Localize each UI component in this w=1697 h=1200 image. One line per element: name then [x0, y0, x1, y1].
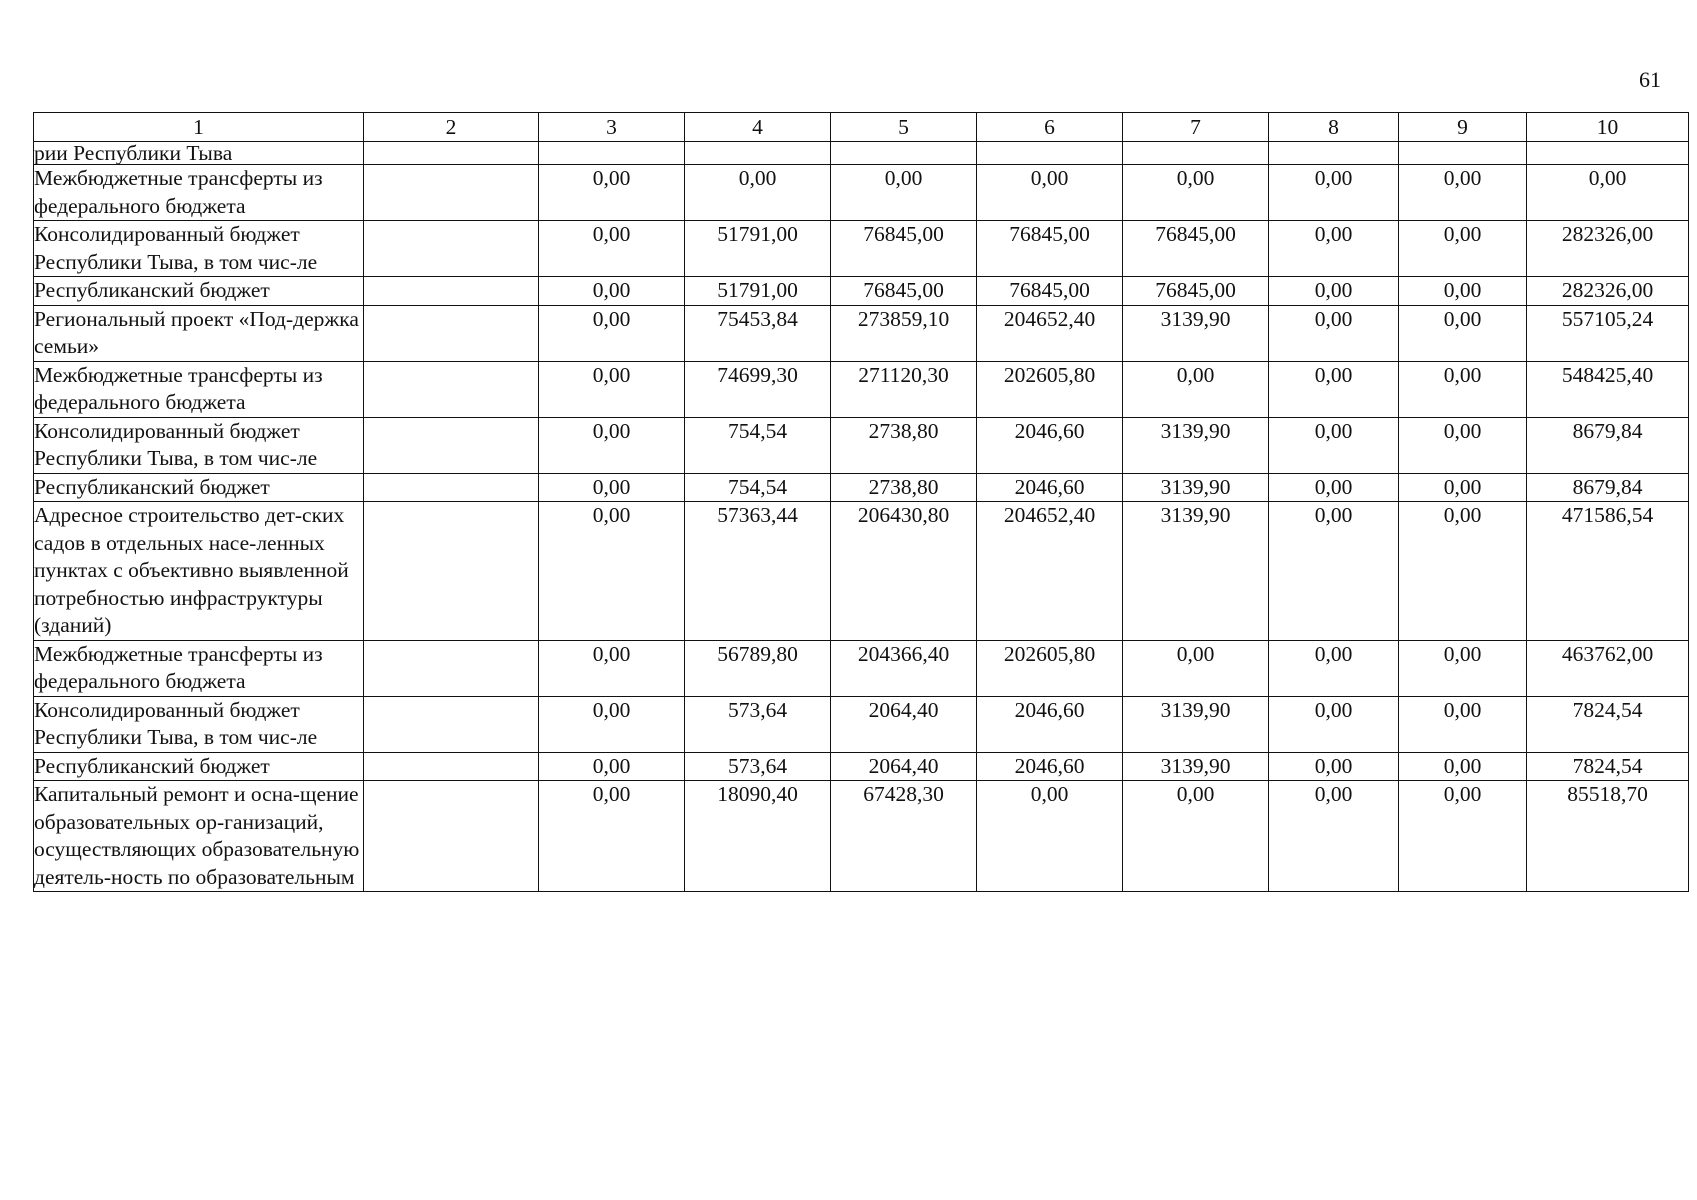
cell-col2: [364, 417, 539, 473]
cell-value: 204652,40: [977, 305, 1123, 361]
cell-value: 8679,84: [1527, 473, 1689, 502]
cell-value: 0,00: [539, 752, 685, 781]
cell-col2: [364, 221, 539, 277]
cell-value: 0,00: [831, 165, 977, 221]
cell-col2: [364, 696, 539, 752]
table-row: [34, 502, 1689, 641]
cell-value: [539, 142, 685, 165]
cell-value: 0,00: [1399, 752, 1527, 781]
column-header: 6: [977, 113, 1123, 142]
cell-value: 0,00: [685, 165, 831, 221]
table-body: [34, 142, 1689, 892]
cell-value: 0,00: [1399, 221, 1527, 277]
row-name: Консолидированный бюджет Республики Тыва, в том чис-ле: [34, 417, 364, 473]
cell-value: 2046,60: [977, 417, 1123, 473]
cell-value: 0,00: [1399, 473, 1527, 502]
table-row: [34, 752, 1689, 781]
cell-value: 2064,40: [831, 696, 977, 752]
column-header: 2: [364, 113, 539, 142]
cell-value: 0,00: [1269, 417, 1399, 473]
table-row: [34, 696, 1689, 752]
column-header: 10: [1527, 113, 1689, 142]
table-row: [34, 277, 1689, 306]
cell-value: [1399, 142, 1527, 165]
cell-value: 51791,00: [685, 277, 831, 306]
table-row: [34, 142, 1689, 165]
cell-value: 557105,24: [1527, 305, 1689, 361]
cell-value: 76845,00: [1123, 221, 1269, 277]
table-row: [34, 305, 1689, 361]
cell-value: 0,00: [539, 417, 685, 473]
budget-table: [33, 112, 1689, 892]
cell-value: 74699,30: [685, 361, 831, 417]
cell-value: 206430,80: [831, 502, 977, 641]
cell-value: 273859,10: [831, 305, 977, 361]
header-row: [34, 113, 1689, 142]
row-name: Консолидированный бюджет Республики Тыва, в том чис-ле: [34, 221, 364, 277]
cell-value: 2046,60: [977, 473, 1123, 502]
cell-value: 202605,80: [977, 640, 1123, 696]
cell-col2: [364, 165, 539, 221]
cell-value: 271120,30: [831, 361, 977, 417]
cell-value: 3139,90: [1123, 502, 1269, 641]
cell-value: 0,00: [1399, 165, 1527, 221]
cell-value: 0,00: [539, 781, 685, 892]
cell-value: 0,00: [977, 165, 1123, 221]
cell-value: 2064,40: [831, 752, 977, 781]
cell-value: 0,00: [1269, 277, 1399, 306]
table-row: [34, 473, 1689, 502]
cell-value: 0,00: [1269, 640, 1399, 696]
cell-value: 0,00: [1399, 696, 1527, 752]
cell-value: 463762,00: [1527, 640, 1689, 696]
row-name: Республиканский бюджет: [34, 473, 364, 502]
cell-value: 0,00: [539, 221, 685, 277]
cell-col2: [364, 502, 539, 641]
cell-value: 51791,00: [685, 221, 831, 277]
cell-value: 75453,84: [685, 305, 831, 361]
cell-value: 573,64: [685, 752, 831, 781]
cell-value: 202605,80: [977, 361, 1123, 417]
column-header: 4: [685, 113, 831, 142]
cell-value: [1269, 142, 1399, 165]
cell-col2: [364, 277, 539, 306]
cell-value: 2738,80: [831, 473, 977, 502]
column-header: 3: [539, 113, 685, 142]
cell-value: 0,00: [1123, 165, 1269, 221]
cell-value: 57363,44: [685, 502, 831, 641]
cell-value: 18090,40: [685, 781, 831, 892]
cell-value: [685, 142, 831, 165]
cell-value: 0,00: [1527, 165, 1689, 221]
cell-value: 0,00: [1399, 417, 1527, 473]
cell-col2: [364, 361, 539, 417]
column-header: 7: [1123, 113, 1269, 142]
cell-value: 76845,00: [1123, 277, 1269, 306]
row-name: рии Республики Тыва: [34, 142, 364, 165]
row-name: Региональный проект «Под-держка семьи»: [34, 305, 364, 361]
cell-value: 2046,60: [977, 752, 1123, 781]
cell-value: 0,00: [1269, 305, 1399, 361]
cell-value: 3139,90: [1123, 752, 1269, 781]
cell-value: [831, 142, 977, 165]
cell-value: 204366,40: [831, 640, 977, 696]
cell-value: 0,00: [977, 781, 1123, 892]
row-name: Республиканский бюджет: [34, 277, 364, 306]
cell-value: 76845,00: [831, 277, 977, 306]
cell-value: 0,00: [1269, 165, 1399, 221]
cell-col2: [364, 305, 539, 361]
cell-value: 0,00: [539, 361, 685, 417]
cell-value: 3139,90: [1123, 696, 1269, 752]
cell-value: 0,00: [539, 640, 685, 696]
cell-col2: [364, 473, 539, 502]
cell-value: [1123, 142, 1269, 165]
row-name: Консолидированный бюджет Республики Тыва, в том чис-ле: [34, 696, 364, 752]
cell-value: 85518,70: [1527, 781, 1689, 892]
cell-value: 2046,60: [977, 696, 1123, 752]
cell-value: [1527, 142, 1689, 165]
cell-value: 3139,90: [1123, 473, 1269, 502]
cell-value: 76845,00: [977, 277, 1123, 306]
cell-value: 0,00: [1399, 502, 1527, 641]
cell-value: 3139,90: [1123, 417, 1269, 473]
table-row: [34, 781, 1689, 892]
row-name: Межбюджетные трансферты из федерального бюджета: [34, 165, 364, 221]
table-row: [34, 361, 1689, 417]
cell-value: 573,64: [685, 696, 831, 752]
cell-value: 0,00: [539, 696, 685, 752]
cell-value: 0,00: [1399, 640, 1527, 696]
table-row: [34, 221, 1689, 277]
cell-col2: [364, 752, 539, 781]
cell-value: 67428,30: [831, 781, 977, 892]
cell-value: 0,00: [539, 277, 685, 306]
cell-value: 76845,00: [977, 221, 1123, 277]
row-name: Республиканский бюджет: [34, 752, 364, 781]
cell-value: 7824,54: [1527, 696, 1689, 752]
cell-value: 204652,40: [977, 502, 1123, 641]
cell-value: 76845,00: [831, 221, 977, 277]
cell-value: 0,00: [1269, 781, 1399, 892]
column-header: 8: [1269, 113, 1399, 142]
cell-value: 7824,54: [1527, 752, 1689, 781]
cell-value: 8679,84: [1527, 417, 1689, 473]
row-name: Межбюджетные трансферты из федерального бюджета: [34, 361, 364, 417]
cell-value: [977, 142, 1123, 165]
cell-value: 0,00: [1399, 277, 1527, 306]
cell-value: 0,00: [539, 165, 685, 221]
row-name: Межбюджетные трансферты из федерального бюджета: [34, 640, 364, 696]
cell-value: 0,00: [1399, 305, 1527, 361]
cell-value: 2738,80: [831, 417, 977, 473]
row-name: Капитальный ремонт и осна-щение образовательных ор-ганизаций, осуществляющих образовательную деятель-ность по образовательным: [34, 781, 364, 892]
cell-value: 0,00: [1269, 473, 1399, 502]
cell-value: 0,00: [1399, 361, 1527, 417]
column-header: 5: [831, 113, 977, 142]
cell-col2: [364, 640, 539, 696]
table-row: [34, 165, 1689, 221]
cell-value: 0,00: [1269, 361, 1399, 417]
cell-col2: [364, 142, 539, 165]
cell-value: 548425,40: [1527, 361, 1689, 417]
cell-value: 754,54: [685, 473, 831, 502]
cell-value: 0,00: [1399, 781, 1527, 892]
row-name: Адресное строительство дет-ских садов в отдельных насе-ленных пунктах с объективно выявленной потребностью инфраструктуры (зданий): [34, 502, 364, 641]
cell-value: 56789,80: [685, 640, 831, 696]
column-header: 9: [1399, 113, 1527, 142]
cell-value: 0,00: [539, 305, 685, 361]
cell-value: 0,00: [1269, 696, 1399, 752]
page-number: 61: [1639, 67, 1661, 92]
cell-value: 0,00: [1123, 361, 1269, 417]
cell-value: 282326,00: [1527, 277, 1689, 306]
cell-value: 0,00: [1269, 502, 1399, 641]
table-header: [34, 113, 1689, 142]
cell-value: 3139,90: [1123, 305, 1269, 361]
cell-value: 471586,54: [1527, 502, 1689, 641]
cell-value: 0,00: [1123, 640, 1269, 696]
cell-col2: [364, 781, 539, 892]
cell-value: 0,00: [1269, 221, 1399, 277]
cell-value: 0,00: [539, 473, 685, 502]
cell-value: 0,00: [1123, 781, 1269, 892]
table-row: [34, 640, 1689, 696]
cell-value: 282326,00: [1527, 221, 1689, 277]
cell-value: 754,54: [685, 417, 831, 473]
cell-value: 0,00: [1269, 752, 1399, 781]
column-header: 1: [34, 113, 364, 142]
table-row: [34, 417, 1689, 473]
cell-value: 0,00: [539, 502, 685, 641]
